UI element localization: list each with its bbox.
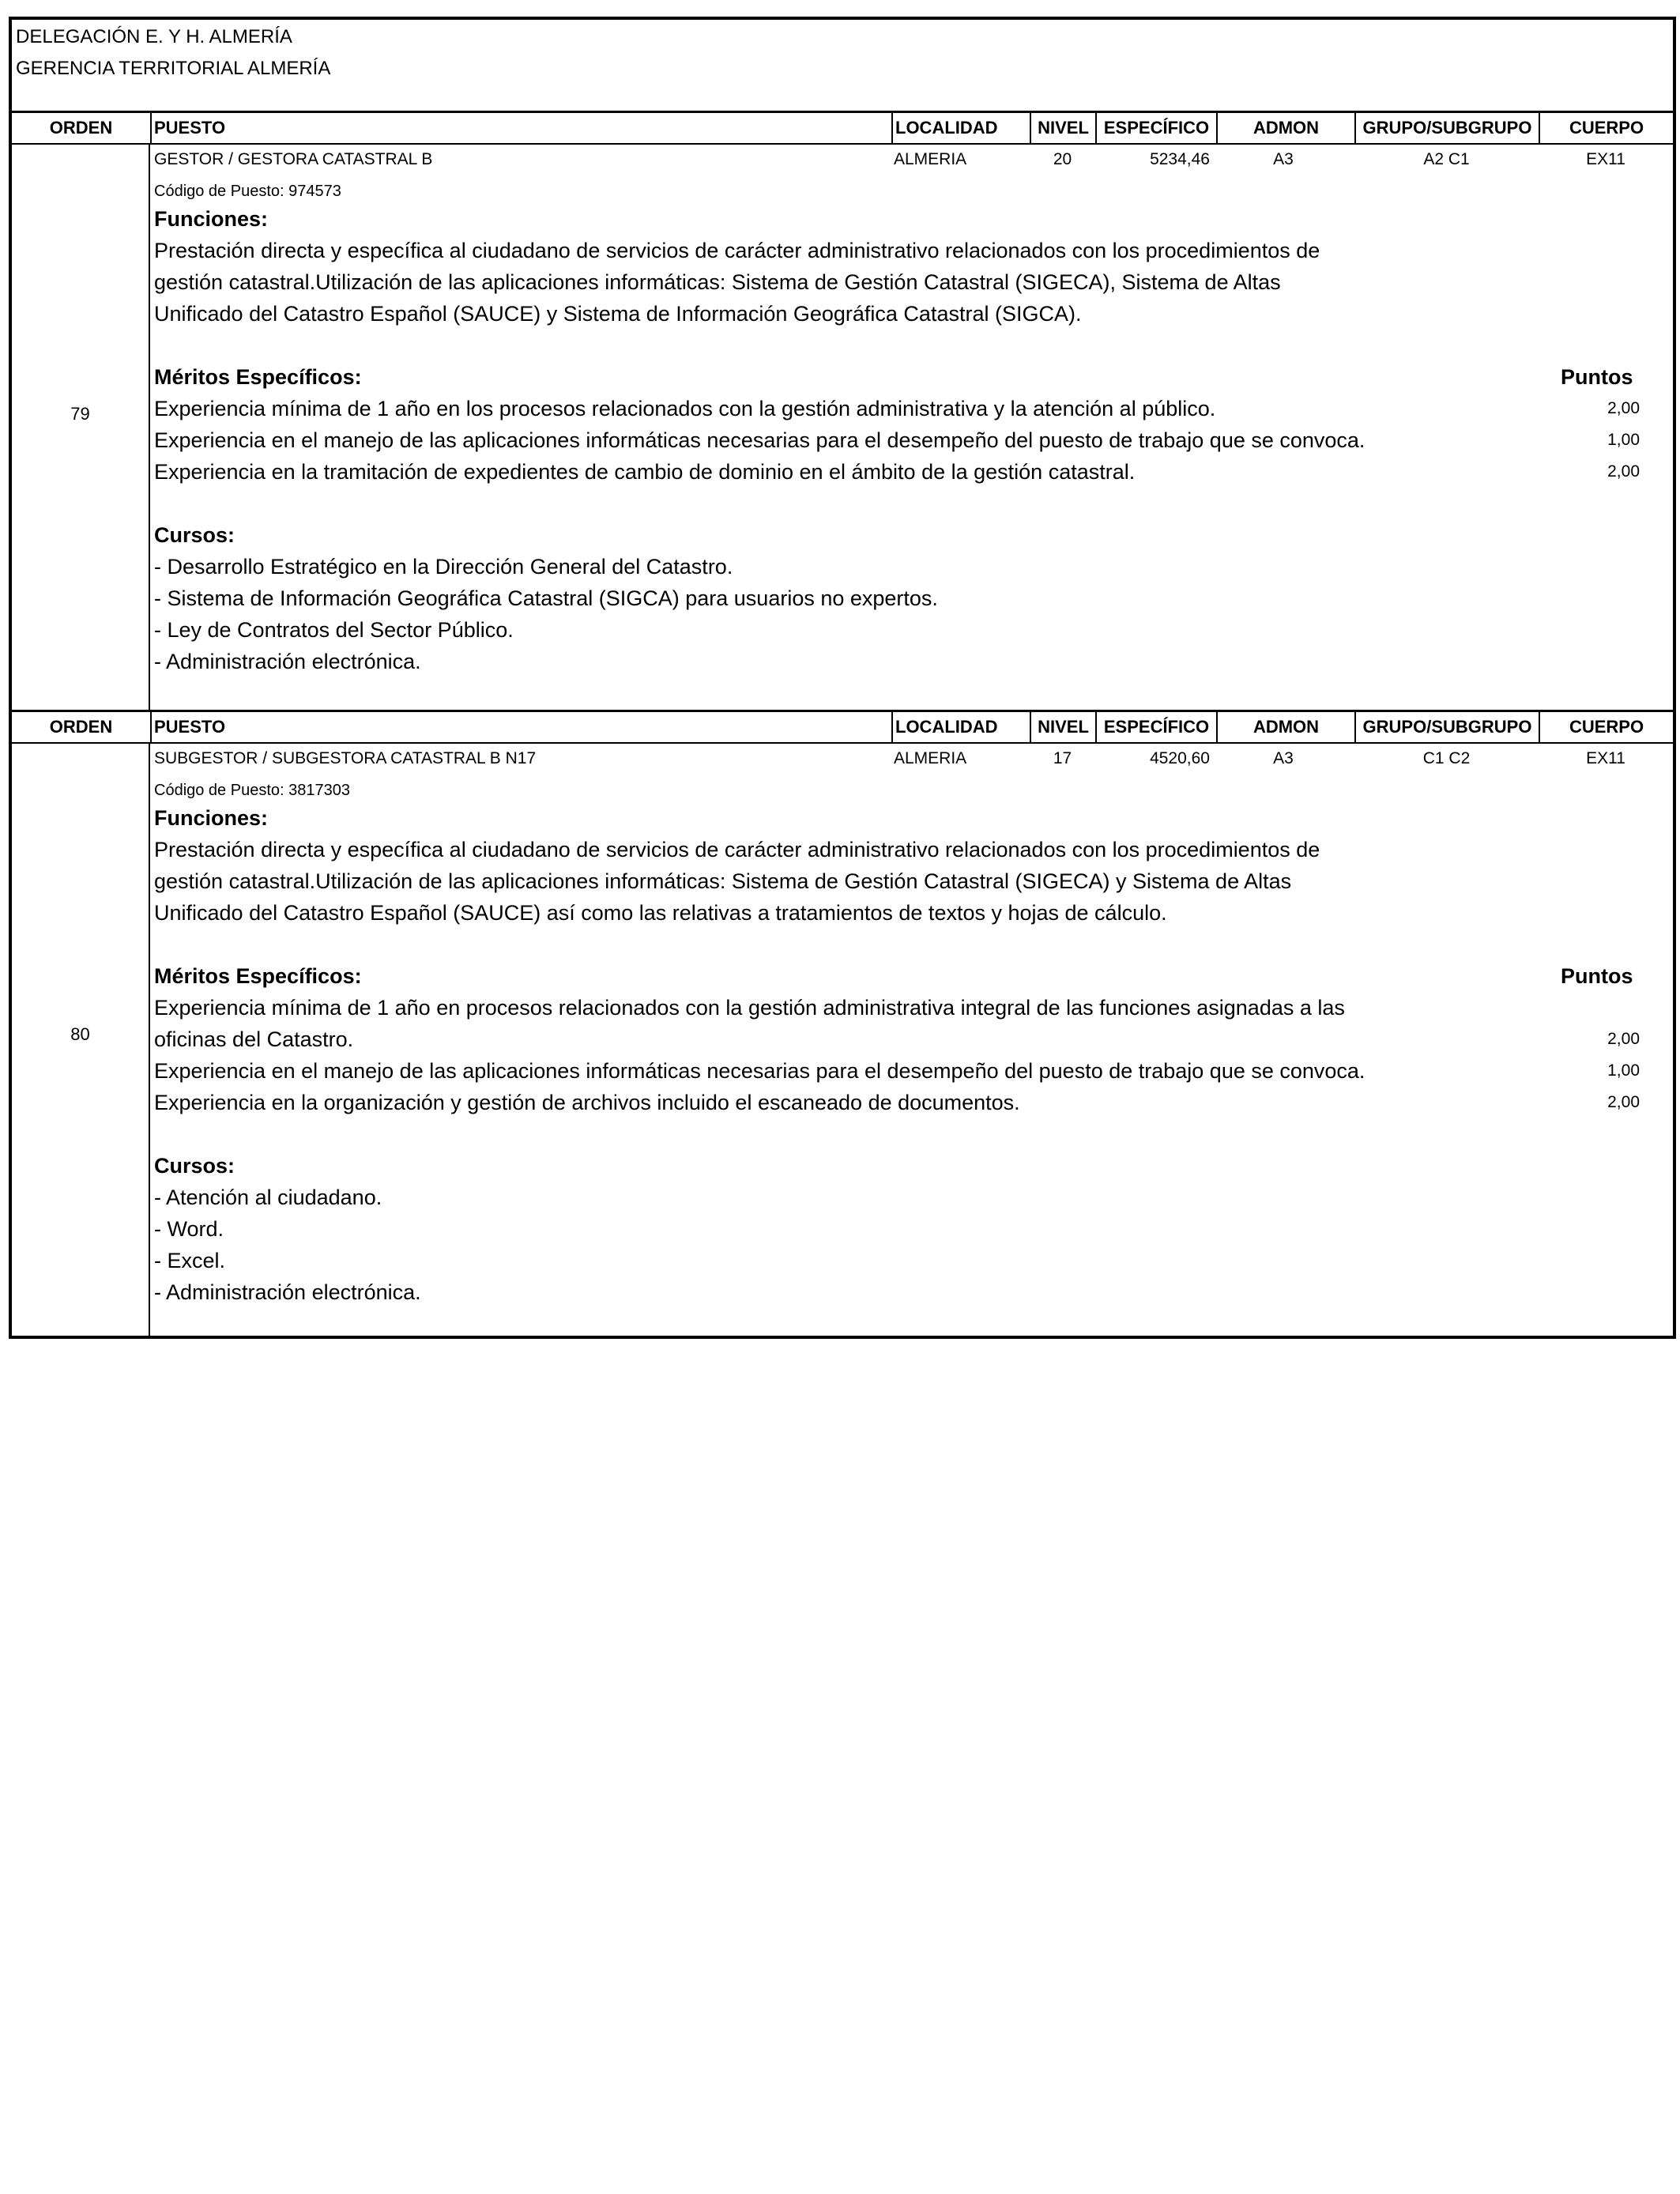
entry-body (12, 744, 1673, 1339)
funciones-line: Prestación directa y específica al ciudadano de servicios de carácter administrativo relacionados con los procedimientos de (154, 239, 1320, 262)
orden-number: 79 (70, 404, 90, 424)
header-grupo: GRUPO/SUBGRUPO (1354, 113, 1539, 143)
document-table (9, 17, 1676, 1339)
grupo-value: A2 C1 (1423, 150, 1470, 168)
codigo-puesto: Código de Puesto: 974573 (154, 183, 341, 200)
nivel-value: 20 (1053, 150, 1072, 168)
header-cuerpo: CUERPO (1539, 113, 1673, 143)
funciones-line: Unificado del Catastro Español (SAUCE) y Sistema de Información Geográfica Catastral (SIGCA). (154, 302, 1082, 326)
merito-text: Experiencia en la tramitación de expedientes de cambio de dominio en el ámbito de la gestión catastral. (154, 460, 1136, 484)
merito-text: Experiencia en la organización y gestión de archivos incluido el escaneado de documentos. (154, 1091, 1020, 1114)
merito-points: 2,00 (1607, 1030, 1640, 1048)
curso-item: - Atención al ciudadano. (154, 1186, 382, 1209)
funciones-heading: Funciones: (154, 806, 269, 830)
header-admon: ADMON (1216, 113, 1354, 143)
delegation-name: DELEGACIÓN E. Y H. ALMERÍA (16, 26, 292, 47)
puesto-title: GESTOR / GESTORA CATASTRAL B (154, 150, 433, 168)
funciones-line: gestión catastral.Utilización de las aplicaciones informáticas: Sistema de Gestión Catastral (SIGECA) y Sistema de Altas (154, 869, 1292, 893)
cursos-heading: Cursos: (154, 523, 235, 547)
merito-text: Experiencia mínima de 1 año en los procesos relacionados con la gestión administrativa y la atención al público. (154, 397, 1216, 420)
column-header-row (12, 113, 1673, 145)
curso-item: - Ley de Contratos del Sector Público. (154, 618, 514, 642)
header-puesto: PUESTO (150, 712, 891, 742)
header-orden: ORDEN (49, 118, 113, 138)
header-admon: ADMON (1216, 712, 1354, 742)
merito-points: 2,00 (1607, 1093, 1640, 1111)
organization-header (12, 20, 1673, 113)
admon-value: A3 (1273, 749, 1294, 767)
funciones-line: Unificado del Catastro Español (SAUCE) así como las relativas a tratamientos de textos y hojas de cálculo. (154, 901, 1167, 925)
header-localidad: LOCALIDAD (891, 712, 1030, 742)
header-grupo: GRUPO/SUBGRUPO (1354, 712, 1539, 742)
header-especifico: ESPECÍFICO (1095, 113, 1216, 143)
header-nivel: NIVEL (1030, 712, 1095, 742)
merito-points: 2,00 (1607, 462, 1640, 481)
orden-column (12, 744, 150, 1339)
cursos-heading: Cursos: (154, 1154, 235, 1178)
grupo-value: C1 C2 (1422, 749, 1471, 767)
cuerpo-value: EX11 (1586, 150, 1625, 168)
especifico-value: 4520,60 (1150, 749, 1210, 767)
localidad-value: ALMERIA (894, 150, 967, 168)
header-cuerpo: CUERPO (1539, 712, 1673, 742)
header-especifico: ESPECÍFICO (1095, 712, 1216, 742)
merito-text: Experiencia mínima de 1 año en procesos relacionados con la gestión administrativa integral de las funciones asignadas a las (154, 996, 1345, 1020)
header-orden: ORDEN (49, 717, 113, 737)
cuerpo-value: EX11 (1586, 749, 1625, 767)
column-header-row (12, 712, 1673, 744)
merito-points: 1,00 (1607, 1061, 1640, 1080)
merito-text: Experiencia en el manejo de las aplicaciones informáticas necesarias para el desempeño del puesto de trabajo que se convoca. (154, 1059, 1365, 1083)
puntos-heading: Puntos (1561, 365, 1633, 389)
job-entry-80 (12, 712, 1673, 1339)
curso-item: - Administración electrónica. (154, 1280, 421, 1304)
curso-item: - Excel. (154, 1249, 226, 1272)
header-localidad: LOCALIDAD (891, 113, 1030, 143)
especifico-value: 5234,46 (1150, 150, 1210, 168)
header-nivel: NIVEL (1030, 113, 1095, 143)
job-entry-79 (12, 113, 1673, 712)
funciones-heading: Funciones: (154, 207, 269, 231)
curso-item: - Word. (154, 1217, 224, 1241)
funciones-line: gestión catastral.Utilización de las aplicaciones informáticas: Sistema de Gestión Catastral (SIGECA), Sistema de Altas (154, 270, 1281, 294)
territorial-office-name: GERENCIA TERRITORIAL ALMERÍA (16, 58, 331, 79)
orden-column (12, 145, 150, 710)
orden-number: 80 (70, 1024, 90, 1044)
localidad-value: ALMERIA (894, 749, 967, 767)
merito-text: Experiencia en el manejo de las aplicaciones informáticas necesarias para el desempeño del puesto de trabajo que se convoca. (154, 428, 1365, 452)
puntos-heading: Puntos (1561, 964, 1633, 988)
header-puesto: PUESTO (150, 113, 891, 143)
curso-item: - Administración electrónica. (154, 650, 421, 673)
codigo-puesto: Código de Puesto: 3817303 (154, 782, 350, 799)
admon-value: A3 (1273, 150, 1294, 168)
puesto-title: SUBGESTOR / SUBGESTORA CATASTRAL B N17 (154, 749, 537, 767)
curso-item: - Sistema de Información Geográfica Catastral (SIGCA) para usuarios no expertos. (154, 586, 938, 610)
merito-points: 2,00 (1607, 399, 1640, 417)
entry-body (12, 145, 1673, 712)
funciones-line: Prestación directa y específica al ciudadano de servicios de carácter administrativo relacionados con los procedimientos de (154, 838, 1320, 861)
nivel-value: 17 (1053, 749, 1072, 767)
meritos-heading: Méritos Específicos: (154, 964, 362, 988)
curso-item: - Desarrollo Estratégico en la Dirección General del Catastro. (154, 555, 733, 579)
merito-text: oficinas del Catastro. (154, 1027, 354, 1051)
merito-points: 1,00 (1607, 431, 1640, 449)
meritos-heading: Méritos Específicos: (154, 365, 362, 389)
